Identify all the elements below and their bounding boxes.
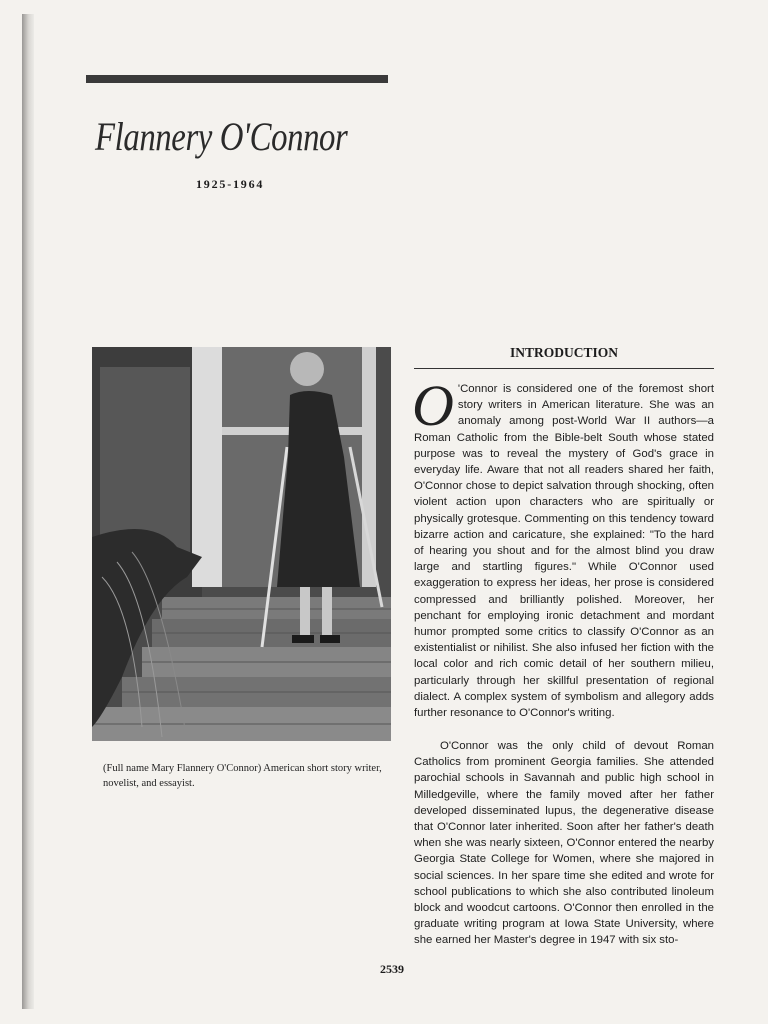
title-rule — [86, 75, 388, 83]
paragraph-1-text: 'Connor is considered one of the foremost short story writers in American literature. She was an anomaly among post-World War II authors—a Roman Catholic from the Bible-belt South whose stated purpose was to reveal the mystery of God's grace in everyday life. Aware that not all readers shared her faith, O'Connor chose to depict salvation through shocking, often violent action upon characters who are spiritually or physically grotesque. Commenting on this tendency toward bizarre action and caricature, she explained: "To the hard of hearing you shout and for the almost blind you draw large and startling figures." While O'Connor used exaggeration to express her ideas, her prose is considered compressed and brilliantly polished. Moreover, her penchant for employing ironic detachment and mordant humor prompted some critics to classify O'Connor as an existentialist or nihilist. She also infused her fiction with the local color and rich comic detail of her southern milieu, particularly through her skillful presentation of regional dialect. A complex system of symbolism and allegory adds further resonance to O'Connor's writing. — [414, 383, 714, 720]
author-dates: 1925-1964 — [196, 177, 265, 191]
section-rule — [414, 368, 714, 369]
page-binding-shadow — [22, 14, 34, 1009]
page-number: 2539 — [380, 962, 404, 976]
drop-cap: O — [412, 373, 454, 438]
author-photo — [92, 347, 391, 741]
section-heading: INTRODUCTION — [509, 345, 618, 360]
page-title: Flannery O'Connor — [95, 114, 348, 159]
intro-paragraph-2: O'Connor was the only child of devout Roman Catholics from prominent Georgia families. She attended parochial schools in Savannah and public high school in Milledgeville, where the family moved after her father developed disseminated lupus, the degenerative disease that O'Connor later inherited. Soon after her father's death when she was nearly sixteen, O'Connor entered the nearby Georgia State College for Women, where she majored in social sciences. In her spare time she edited and wrote for school publications to which she also contributed linoleum block and woodcut cartoons. O'Connor then enrolled in the graduate writing program at Iowa State University, where she earned her Master's degree in 1947 with six sto- — [414, 740, 714, 947]
intro-paragraph-1 — [412, 373, 714, 721]
photo-caption: (Full name Mary Flannery O'Connor) American short story writer, novelist, and essayist. — [103, 763, 382, 789]
